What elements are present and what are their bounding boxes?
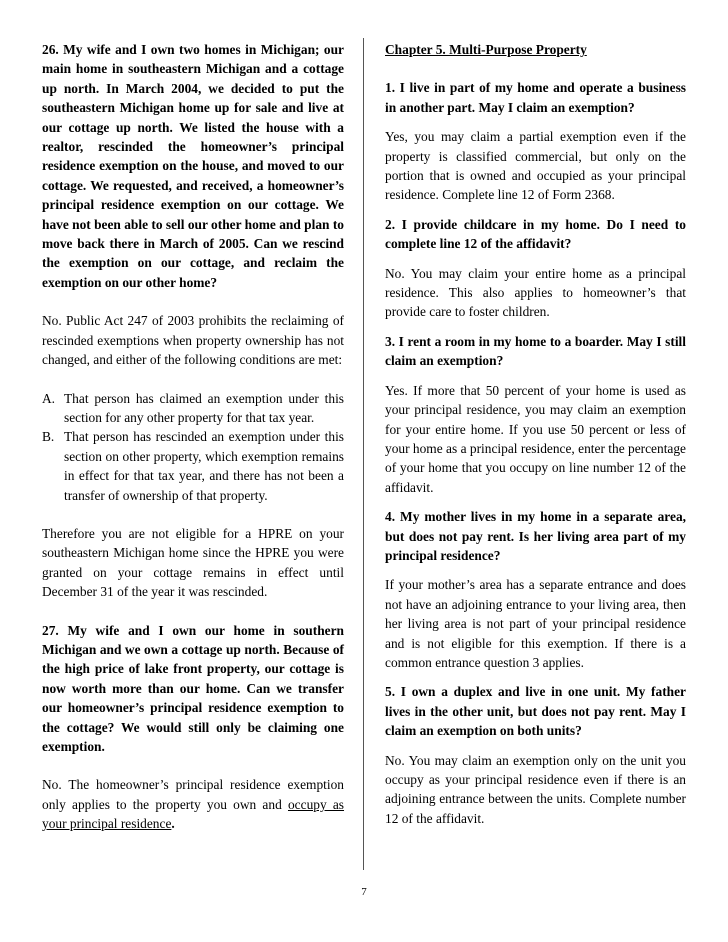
answer-3: Yes. If more that 50 percent of your home is used as your principal residence, you may claim an exemption for your entire home. If you use 50 percent or less of your home as a principal residence, enter the percentage of your home that you occupy on line number 12 of the affidavit.	[385, 382, 686, 495]
condition-b-text: That person has rescinded an exemption under this section on other property, which exemption remains in effect for that tax year, and there has not been a transfer of ownership of that property.	[64, 429, 344, 503]
question-27: 27. My wife and I own our home in southern Michigan and we own a cottage up north. Because of the high price of lake front property, our cottage is now worth more than our home. Can we transfer our homeowner’s principal residence exemption to the cottage? We would still only be claiming one exemption.	[42, 622, 344, 754]
answer-1: Yes, you may claim a partial exemption even if the property is classified commercial, but only on the portion that is owned and occupied as your principal residence. Complete line 12 of Form 2368.	[385, 129, 686, 203]
question-3: 3. I rent a room in my home to a boarder. May I still claim an exemption?	[385, 333, 686, 369]
page-number: 7	[361, 886, 367, 898]
question-26: 26. My wife and I own two homes in Michigan; our main home in southeastern Michigan and a cottage up north. In March 2004, we decided to put the southeastern Michigan home up for sale and live at our cottage up north. We listed the house with a realtor, rescinded the homeowner’s principal residence exemption on the house, and moved to our cottage. We requested, and received, a homeowner’s principal residence exemption on our cottage. We have not been able to sell our other home and plan to move back there in March of 2005. Can we rescind the exemption on our cottage, and reclaim the exemption on our other home?	[42, 42, 344, 290]
answer-27	[42, 775, 344, 833]
answer-27-text: No. The homeowner’s principal residence exemption only applies to the property you own and	[42, 777, 344, 812]
chapter-heading: Chapter 5. Multi-Purpose Property	[385, 42, 587, 57]
answer-27-underlined: occupy as your principal residence	[42, 796, 345, 832]
answer-27-period: .	[171, 816, 175, 832]
condition-a-label: A.	[42, 390, 56, 406]
condition-b	[42, 427, 344, 505]
right-column	[385, 40, 686, 828]
column-divider	[363, 38, 364, 870]
left-column	[42, 40, 344, 834]
answer-26-intro: No. Public Act 247 of 2003 prohibits the reclaiming of rescinded exemptions when property ownership has not changed, and either of the following conditions are met:	[42, 313, 344, 368]
answer-5: No. You may claim an exemption only on the unit you occupy as your principal residence even if there is an adjoining entrance between the units. Complete number 12 of the affidavit.	[385, 752, 686, 826]
question-4: 4. My mother lives in my home in a separate area, but does not pay rent. Is her living area part of my principal residence?	[385, 509, 686, 563]
condition-b-label: B.	[42, 429, 55, 445]
answer-26-conclusion: Therefore you are not eligible for a HPRE on your southeastern Michigan home since the HPRE you were granted on your cottage remains in effect until December 31 of the year it was rescinded.	[42, 525, 344, 600]
answer-4: If your mother’s area has a separate entrance and does not have an adjoining entrance to your living area, then her living area is not part of your principal residence and is not eligible for this exemption. If there is a common entrance question 3 applies.	[385, 577, 686, 670]
question-2: 2. I provide childcare in my home. Do I need to complete line 12 of the affidavit?	[385, 216, 686, 252]
question-5: 5. I own a duplex and live in one unit. My father lives in the other unit, but does not pay rent. May I claim an exemption on both units?	[385, 684, 686, 739]
condition-a-text: That person has claimed an exemption under this section for any other property for that tax year.	[64, 390, 344, 425]
question-1: 1. I live in part of my home and operate a business in another part. May I claim an exemption?	[385, 80, 686, 115]
answer-2: No. You may claim your entire home as a principal residence. This also applies to homeowner’s that provide care to foster children.	[385, 265, 686, 320]
condition-a	[42, 389, 344, 428]
